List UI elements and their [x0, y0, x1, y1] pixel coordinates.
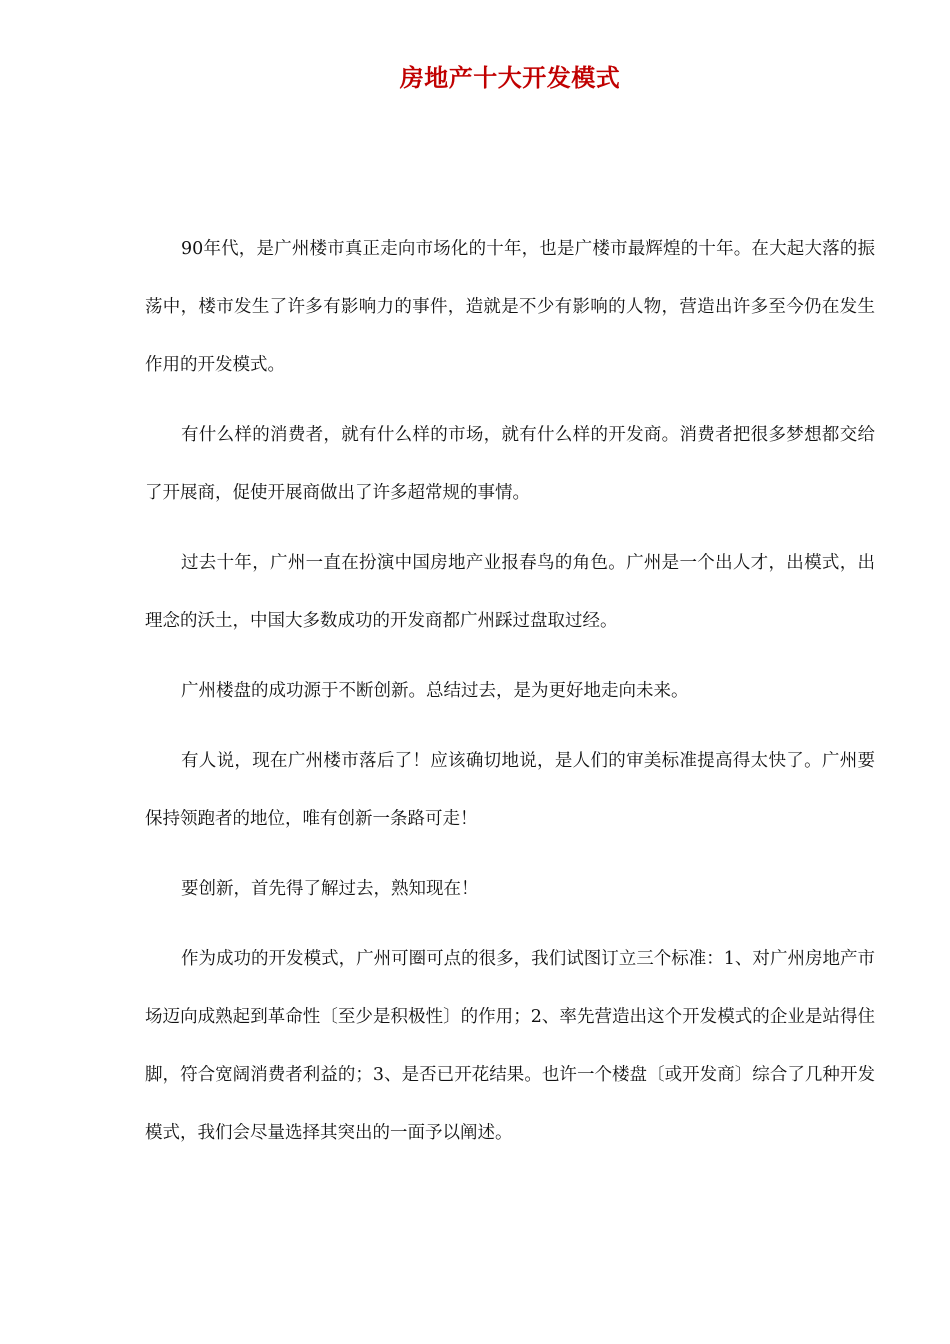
paragraph-3: 过去十年，广州一直在扮演中国房地产业报春鸟的角色。广州是一个出人才，出模式，出理念的沃土，中国大多数成功的开发商都广州踩过盘取过经。: [145, 553, 875, 631]
paragraph-5: 有人说，现在广州楼市落后了！应该确切地说，是人们的审美标准提高得太快了。广州要保持领跑者的地位，唯有创新一条路可走！: [145, 751, 875, 829]
paragraph-6: 要创新，首先得了解过去，熟知现在！: [181, 879, 479, 899]
paragraph-7: 作为成功的开发模式，广州可圈可点的很多，我们试图订立三个标准：1、对广州房地产市场迈向成熟起到革命性〔至少是积极性〕的作用；2、率先营造出这个开发模式的企业是站得住脚，符合宽阔消费者利益的；3、是否已开花结果。也许一个楼盘〔或开发商〕综合了几种开发模式，我们会尽量选择其突出的一面予以阐述。: [145, 949, 875, 1143]
document-title: 房地产十大开发模式: [399, 63, 621, 92]
document-body: [145, 220, 875, 1174]
paragraph-4: 广州楼盘的成功源于不断创新。总结过去，是为更好地走向未来。: [181, 681, 689, 701]
paragraph-2: 有什么样的消费者，就有什么样的市场，就有什么样的开发商。消费者把很多梦想都交给了开展商，促使开展商做出了许多超常规的事情。: [145, 425, 875, 503]
paragraph-1: 90年代，是广州楼市真正走向市场化的十年，也是广楼市最辉煌的十年。在大起大落的振荡中，楼市发生了许多有影响力的事件，造就是不少有影响的人物，营造出许多至今仍在发生作用的开发模式。: [145, 239, 875, 375]
